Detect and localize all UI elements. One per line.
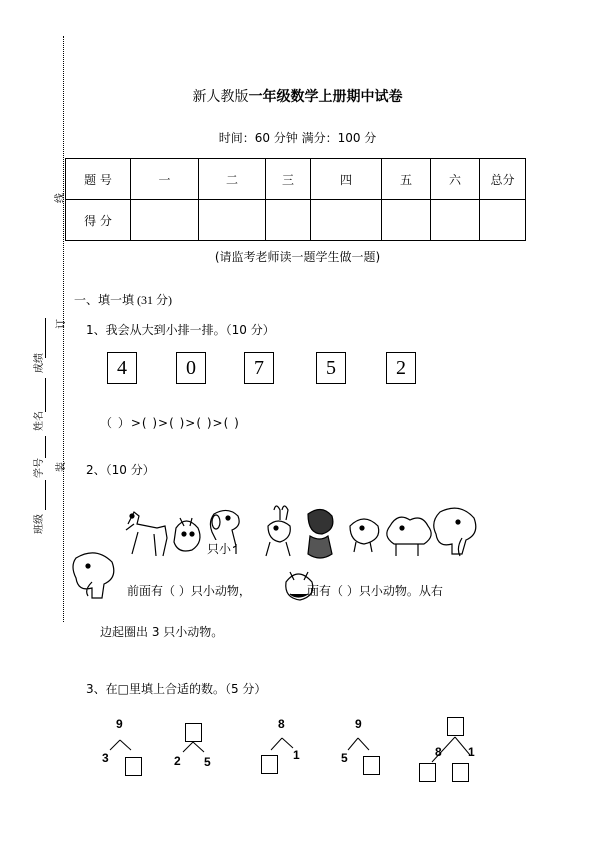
- proctor-note: (请监考老师读一题学生做一题): [214, 250, 381, 264]
- number-card: 5: [316, 352, 346, 384]
- question-2-line2: 前面有（ ）只小动物，: [127, 584, 251, 598]
- tree-5-right: 1: [468, 745, 475, 759]
- tree-1-answer-box[interactable]: [125, 757, 142, 776]
- tree-3-right: 1: [293, 748, 300, 762]
- tree-5-left-box[interactable]: [419, 763, 436, 782]
- binding-line-label: 线: [55, 193, 66, 203]
- question-2-line3: 边起圈出 3 只小动物。: [100, 625, 224, 639]
- class-label: 班级: [34, 514, 45, 534]
- header-cell: 总分: [480, 159, 526, 200]
- tree-5-top-box[interactable]: [447, 717, 464, 736]
- section-heading: 一、填一填 (31 分): [74, 293, 172, 307]
- name-label: 姓名: [34, 411, 45, 431]
- tree-1-top: 9: [116, 717, 123, 731]
- number-card: 0: [176, 352, 206, 384]
- header-cell: 一: [131, 159, 199, 200]
- header-cell: 题 号: [66, 159, 131, 200]
- title-prefix: 新人教版: [192, 89, 249, 105]
- question-2-line2b: 面有（ ）只小动物。从右: [307, 584, 443, 598]
- header-cell: 四: [311, 159, 382, 200]
- id-label: 学号: [34, 458, 45, 478]
- tree-1-left: 3: [102, 751, 109, 765]
- header-cell: 六: [431, 159, 480, 200]
- score-label: 成绩: [34, 353, 45, 373]
- tree-4-top: 9: [355, 717, 362, 731]
- tree-5-right-box[interactable]: [452, 763, 469, 782]
- header-cell: 二: [199, 159, 266, 200]
- header-cell: 三: [266, 159, 311, 200]
- tree-2-answer-box[interactable]: [185, 723, 202, 742]
- number-card: 2: [386, 352, 416, 384]
- exam-info: 时间：60 分钟 满分：100 分: [218, 131, 377, 145]
- number-card: 7: [244, 352, 274, 384]
- question-2-text: 2、（10 分）: [86, 463, 155, 477]
- binding-zhuang-label: 装: [56, 462, 67, 472]
- tree-4-left: 5: [341, 751, 348, 765]
- tree-5-mid: 8: [435, 745, 442, 759]
- header-cell: 五: [382, 159, 431, 200]
- tree-2-right: 5: [204, 755, 211, 769]
- number-card: 4: [107, 352, 137, 384]
- tree-3-top: 8: [278, 717, 285, 731]
- tree-4-answer-box[interactable]: [363, 756, 380, 775]
- tree-3-answer-box[interactable]: [261, 755, 278, 774]
- hidden-text-fragment: 只小: [207, 542, 232, 556]
- question-1-text: 1、我会从大到小排一排。（10 分）: [86, 323, 275, 337]
- row-label: 得 分: [66, 200, 131, 241]
- question-3-text: 3、在□里填上合适的数。（5 分）: [86, 682, 267, 696]
- tree-2-left: 2: [174, 754, 181, 768]
- ordering-answer-line[interactable]: （ ）>( )>( )>( )>( ): [100, 416, 240, 430]
- title-main: 一年级数学上册期中试卷: [248, 89, 403, 105]
- binding-ding-label: 订: [56, 319, 67, 329]
